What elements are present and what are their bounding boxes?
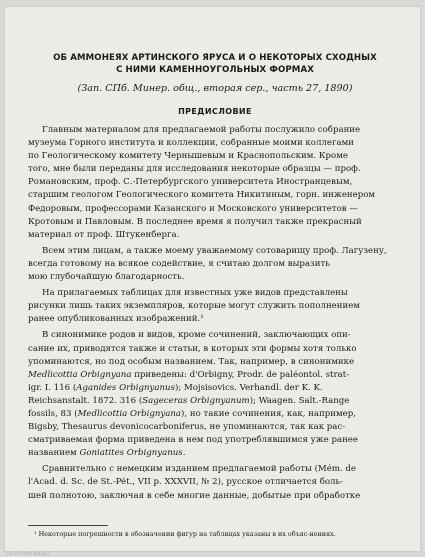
text-line: того, мне были переданы для исследования некоторые образцы — проф. [28,164,361,175]
text-line: Романовским, проф. С.-Петербургского университета Иностранцевым, [28,177,353,188]
text-line: fossils, 83 (Medlicottia Orbignyana), но такие сочинения, как, например, [28,408,356,419]
text-line: Федоровым, профессорами Казанского и Московского университетов — [28,203,358,214]
text-line: l'Acad. d. Sc. de St.-Pét., VII p. XXXVII, № 2), русское отличается боль- [28,477,344,488]
footnote-rule [28,525,108,526]
title-line-2: С НИМИ КАМЕННОУГОЛЬНЫХ ФОРМАХ [116,65,314,75]
paragraph [28,245,405,284]
document-page [4,6,421,557]
paragraph [28,287,405,326]
text-line: Всем этим лицам, а также моему уважаемому сотоварищу проф. Лагузену, [42,245,387,256]
text-line: всегда готовому на всякое содействие, я считаю долгом выразить [28,258,330,269]
title-line-1: ОБ АММОНЕЯХ АРТИНСКОГО ЯРУСА И О НЕКОТОРЫХ СХОДНЫХ [53,53,377,63]
text-line: Кротовым и Павловым. В последнее время я получил также прекрасный [28,216,362,227]
text-line: igr. I. 116 (Aganides Orbignyanus); Mojsisovics. Verhandl. der K. K. [28,382,323,393]
text-line: ранее опубликованных изображений.¹ [28,314,204,325]
section-heading: ПРЕДИСЛОВИЕ [178,107,252,116]
text-line: названием Goniatites Orbignyanus. [28,448,186,459]
text-line: упоминаются, но под особым названием. Так, например, в синонимике [28,356,355,367]
watermark: [Scanned page] [6,551,50,557]
text-line: В синонимике родов и видов, кроме сочинений, заключающих опи- [42,330,351,341]
text-line: мою глубочайшую благодарность. [28,272,185,283]
text-line: сматриваемая форма приведена в нем под употреблявшимся уже ранее [28,435,358,446]
article-subtitle: (Зап. СПб. Минер. общ., вторая сер., часть 27, 1890) [77,83,353,94]
text-line: сание их, приводятся также и статьи, в которых эти формы хотя только [28,343,357,354]
article-title [20,52,410,76]
text-line: Bigsby, Thesaurus devonicocarboniferus, не упоминаются, так как рас- [28,422,346,433]
text-line: Medlicottia Orbignyana приведены: d'Orbigny, Prodr. de paléontol. strat- [28,369,350,380]
paragraph [28,463,405,502]
text-line: рисунки лишь таких экземпляров, которые могут служить пополнением [28,301,360,312]
text-line: старшим геологом Геологического комитета Никитиным, горн. инженером [28,190,376,201]
text-line: Reichsanstalt. 1872. 316 (Sageceras Orbignyanum); Waagen. Salt.-Range [28,395,350,406]
text-line: Сравнительно с немецким изданием предлагаемой работы (Mém. de [42,464,357,475]
footnote: ¹ Некоторые погрешности в обозначении фигур на таблицах указаны в их объяс-нениях. [34,530,336,538]
text-line: по Геологическому комитету Чернышевым и Краснопольским. Кроме [28,151,348,162]
paragraph [28,124,405,242]
text-line: шей полнотою, заключая в себе многие данные, добытые при обработке [28,490,361,501]
article-body [28,124,405,506]
paragraph [28,329,405,460]
text-line: материал от проф. Штукенберга. [28,229,180,240]
text-line: На прилагаемых таблицах для известных уже видов представлены [42,288,348,299]
text-line: Главным материалом для предлагаемой работы послужило собрание [42,125,361,135]
text-line: музеума Горного института и коллекции, собранные моими коллегами [28,138,354,149]
